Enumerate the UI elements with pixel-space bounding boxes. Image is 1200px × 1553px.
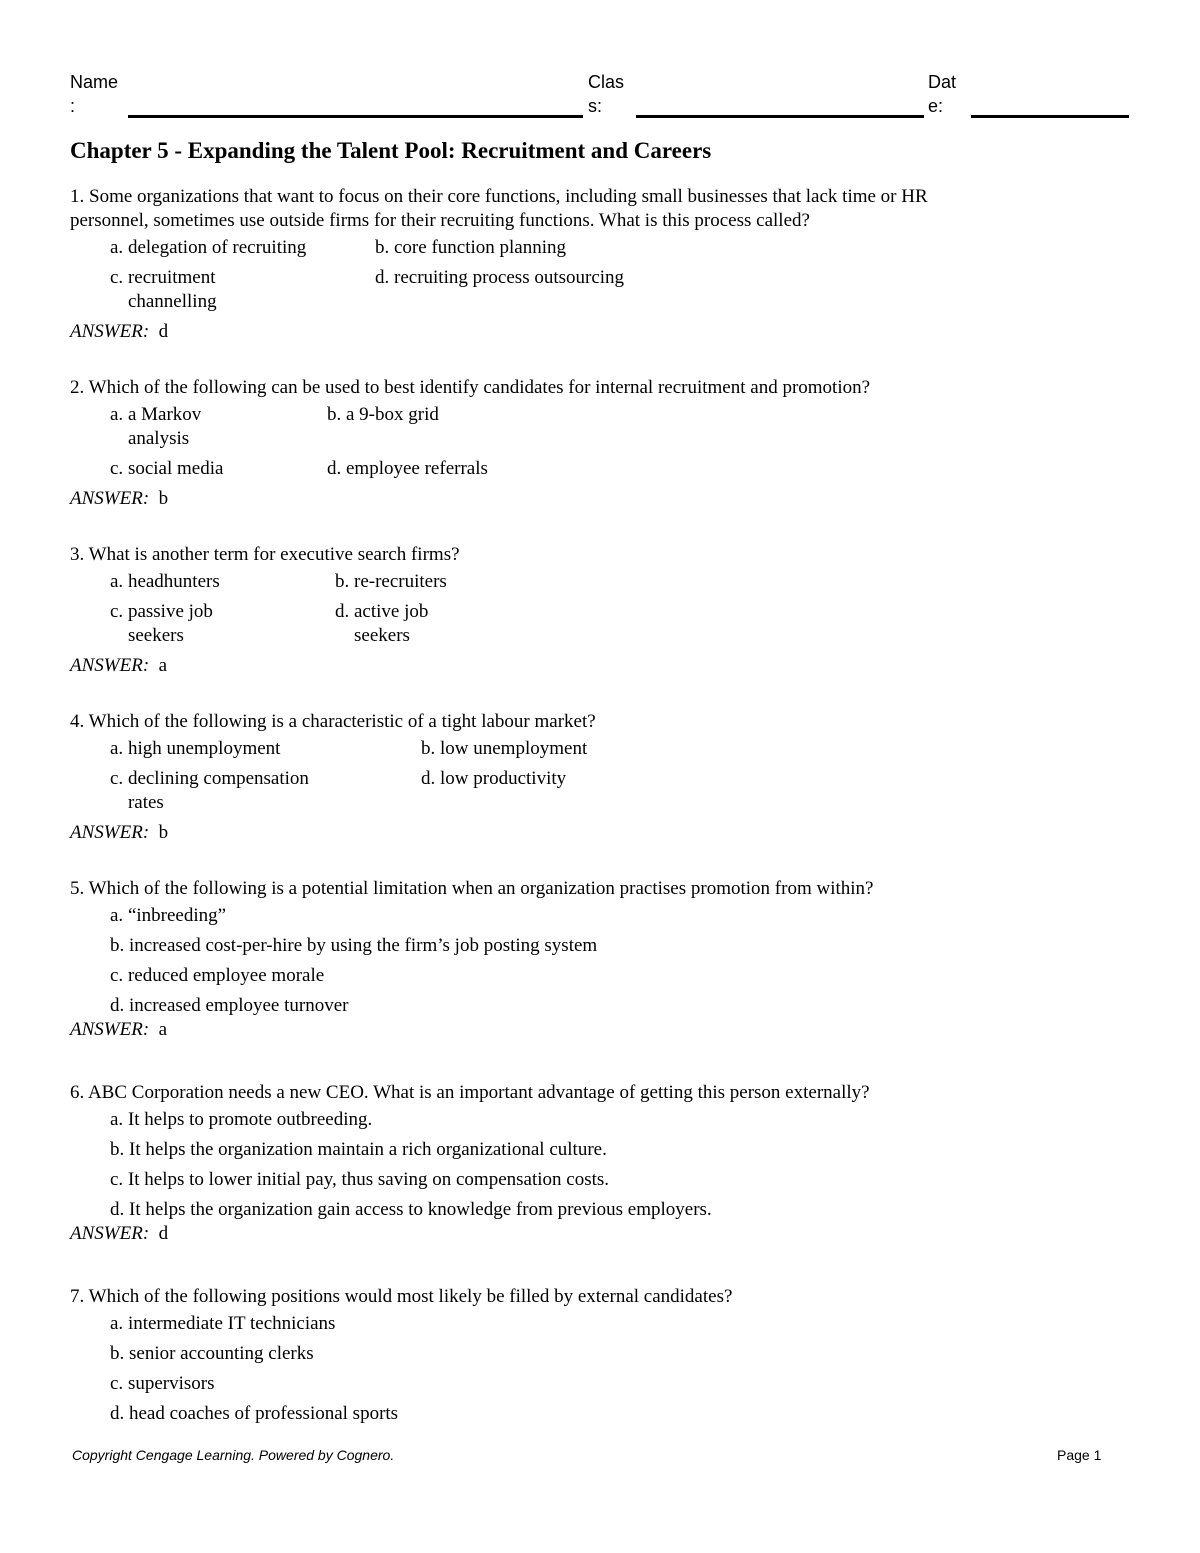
name-label-colon: : xyxy=(70,96,76,116)
question-6-option-c: c. It helps to lower initial pay, thus saving on compensation costs. xyxy=(110,1169,610,1190)
question-2-option-d: d. employee referrals xyxy=(327,458,488,479)
class-label-suffix: s: xyxy=(588,96,603,116)
question-4-option-c: c. declining compensation rates xyxy=(110,768,309,813)
question-7-option-d: d. head coaches of professional sports xyxy=(110,1403,399,1424)
question-4 xyxy=(70,710,1145,845)
question-5-option-b: b. increased cost-per-hire by using the firm’s job posting system xyxy=(110,935,598,956)
date-field-line[interactable] xyxy=(971,115,1129,118)
class-field-line[interactable] xyxy=(636,115,924,118)
question-6-option-b: b. It helps the organization maintain a rich organizational culture. xyxy=(110,1139,607,1160)
question-2-stem: 2. Which of the following can be used to best identify candidates for internal recruitment and promotion? xyxy=(70,377,871,398)
question-5-option-a: a. “inbreeding” xyxy=(110,905,227,926)
question-2-option-a: a. a Markov analysis xyxy=(110,404,202,449)
question-1-stem-line-1: 1. Some organizations that want to focus on their core functions, including small businesses that lack time or HR xyxy=(70,186,928,207)
question-2-option-b: b. a 9-box grid xyxy=(327,404,439,425)
question-3-answer: ANSWER: a xyxy=(70,655,168,676)
question-7 xyxy=(70,1285,1145,1432)
question-1-option-d: d. recruiting process outsourcing xyxy=(375,267,625,288)
question-6-answer: ANSWER: d xyxy=(70,1223,169,1244)
question-2 xyxy=(70,376,1145,511)
class-label: Clas xyxy=(588,72,625,92)
question-3-option-a: a. headhunters xyxy=(110,571,220,592)
question-7-option-a: a. intermediate IT technicians xyxy=(110,1313,336,1334)
question-3 xyxy=(70,543,1145,678)
question-3-option-c: c. passive job seekers xyxy=(110,601,213,646)
question-5 xyxy=(70,877,1145,1042)
name-label: Name xyxy=(70,72,119,92)
question-6 xyxy=(70,1081,1145,1246)
question-1-option-b: b. core function planning xyxy=(375,237,567,258)
question-1-answer: ANSWER: d xyxy=(70,321,169,342)
question-5-option-c: c. reduced employee morale xyxy=(110,965,325,986)
question-7-stem: 7. Which of the following positions would most likely be filled by external candidates? xyxy=(70,1286,733,1307)
question-6-option-d: d. It helps the organization gain access to knowledge from previous employers. xyxy=(110,1199,712,1220)
question-4-option-a: a. high unemployment xyxy=(110,738,281,759)
question-7-option-c: c. supervisors xyxy=(110,1373,215,1394)
question-3-option-d: d. active job seekers xyxy=(335,601,429,646)
question-1-option-c: c. recruitment channelling xyxy=(110,267,217,312)
question-2-option-c: c. social media xyxy=(110,458,224,479)
footer-copyright: Copyright Cengage Learning. Powered by Cognero. xyxy=(72,1447,395,1463)
question-3-stem: 3. What is another term for executive search firms? xyxy=(70,544,460,565)
question-4-answer: ANSWER: b xyxy=(70,822,169,843)
name-field-line[interactable] xyxy=(128,115,583,118)
question-6-option-a: a. It helps to promote outbreeding. xyxy=(110,1109,373,1130)
footer-page-number: Page 1 xyxy=(1057,1447,1102,1463)
date-label: Dat xyxy=(928,72,957,92)
question-1-stem-line-2: personnel, sometimes use outside firms for their recruiting functions. What is this process called? xyxy=(70,210,810,231)
question-1-option-a: a. delegation of recruiting xyxy=(110,237,307,258)
question-7-option-b: b. senior accounting clerks xyxy=(110,1343,314,1364)
question-5-stem: 5. Which of the following is a potential limitation when an organization practises promotion from within? xyxy=(70,878,874,899)
question-4-option-d: d. low productivity xyxy=(421,768,567,789)
question-5-option-d: d. increased employee turnover xyxy=(110,995,349,1016)
question-4-option-b: b. low unemployment xyxy=(421,738,588,759)
question-2-answer: ANSWER: b xyxy=(70,488,169,509)
date-label-suffix: e: xyxy=(928,96,944,116)
question-6-stem: 6. ABC Corporation needs a new CEO. What is an important advantage of getting this person externally? xyxy=(70,1082,870,1103)
chapter-title: Chapter 5 - Expanding the Talent Pool: Recruitment and Careers xyxy=(70,138,712,163)
question-5-answer: ANSWER: a xyxy=(70,1019,168,1040)
question-4-stem: 4. Which of the following is a characteristic of a tight labour market? xyxy=(70,711,596,732)
question-1 xyxy=(70,185,1145,344)
question-3-option-b: b. re-recruiters xyxy=(335,571,447,592)
